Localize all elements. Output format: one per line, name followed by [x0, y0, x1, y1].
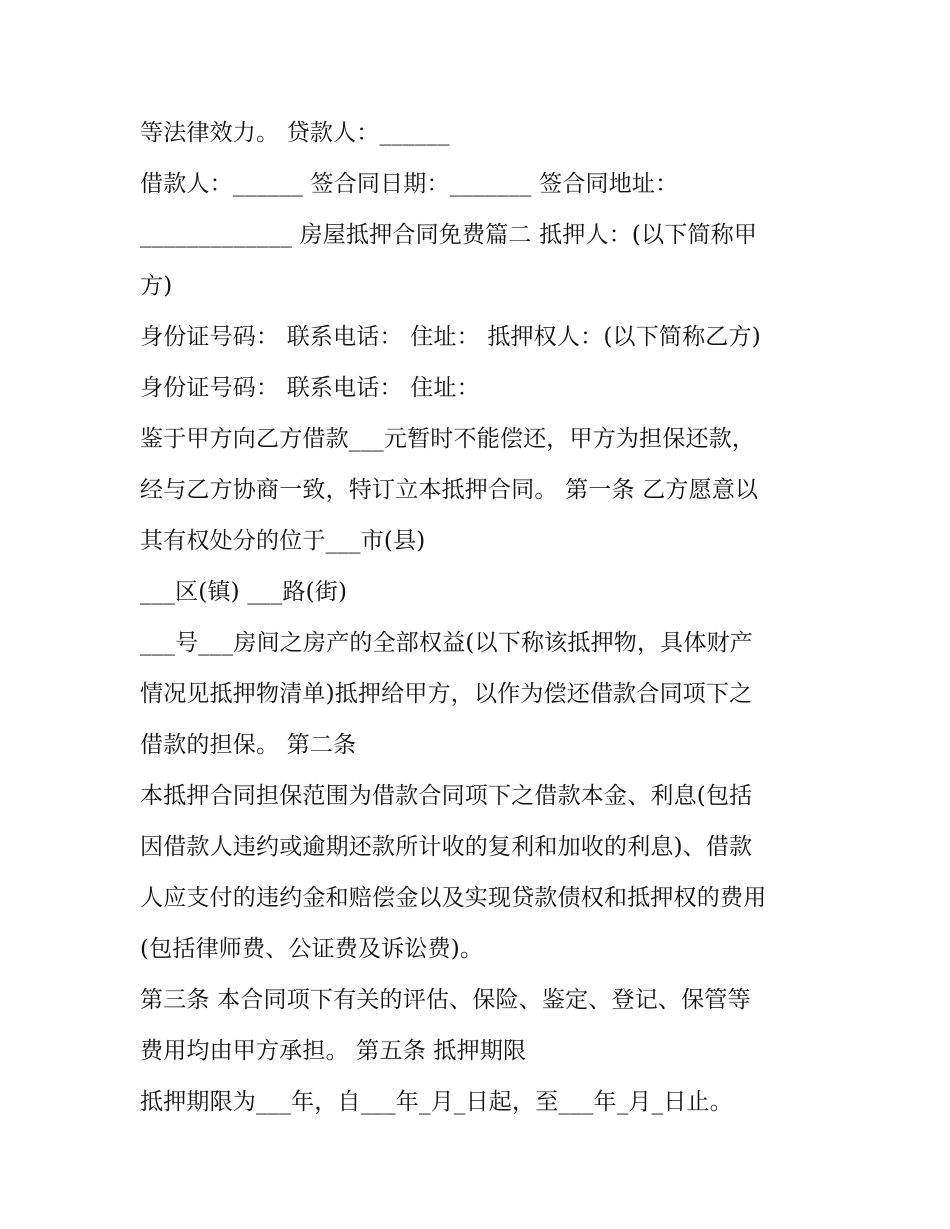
text-line: 鉴于甲方向乙方借款___元暂时不能偿还，甲方为担保还款， [140, 426, 756, 452]
text-line: 费用均由甲方承担。 第五条 抵押期限 [140, 1038, 527, 1064]
text-line: 等法律效力。 贷款人：______ [140, 120, 450, 146]
text-line: 人应支付的违约金和赔偿金以及实现贷款债权和抵押权的费用 [140, 885, 767, 911]
text-line: 身份证号码： 联系电话： 住址： [140, 375, 480, 401]
text-line: ___号___房间之房产的全部权益(以下称该抵押物，具体财产 [140, 630, 753, 656]
text-line: 其有权处分的位于___市(县) [140, 528, 426, 554]
text-line: 经与乙方协商一致，特订立本抵押合同。 第一条 乙方愿意以 [140, 477, 759, 503]
text-line: _____________ 房屋抵押合同免费篇二 抵押人：(以下简称甲 [140, 222, 758, 248]
text-line: 借款人：______ 签合同日期：_______ 签合同地址： [140, 171, 679, 197]
text-line: 情况见抵押物清单)抵押给甲方，以作为偿还借款合同项下之 [140, 681, 753, 707]
text-line: 身份证号码： 联系电话： 住址： 抵押权人：(以下简称乙方) [140, 324, 761, 350]
text-line: 因借款人违约或逾期还款所计收的复利和加收的利息)、借款 [140, 834, 753, 860]
text-line: 本抵押合同担保范围为借款合同项下之借款本金、利息(包括 [140, 783, 753, 809]
text-line: 方) [140, 273, 173, 299]
text-line: 第三条 本合同项下有关的评估、保险、鉴定、登记、保管等 [140, 987, 751, 1013]
document-body [140, 108, 820, 1128]
text-line: 借款的担保。 第二条 [140, 732, 357, 758]
text-line: 抵押期限为___年，自___年_月_日起，至___年_月_日止。 [140, 1089, 733, 1115]
text-line: (包括律师费、公证费及诉讼费)。 [140, 936, 484, 962]
text-line: ___区(镇) ___路(街) [140, 579, 348, 605]
